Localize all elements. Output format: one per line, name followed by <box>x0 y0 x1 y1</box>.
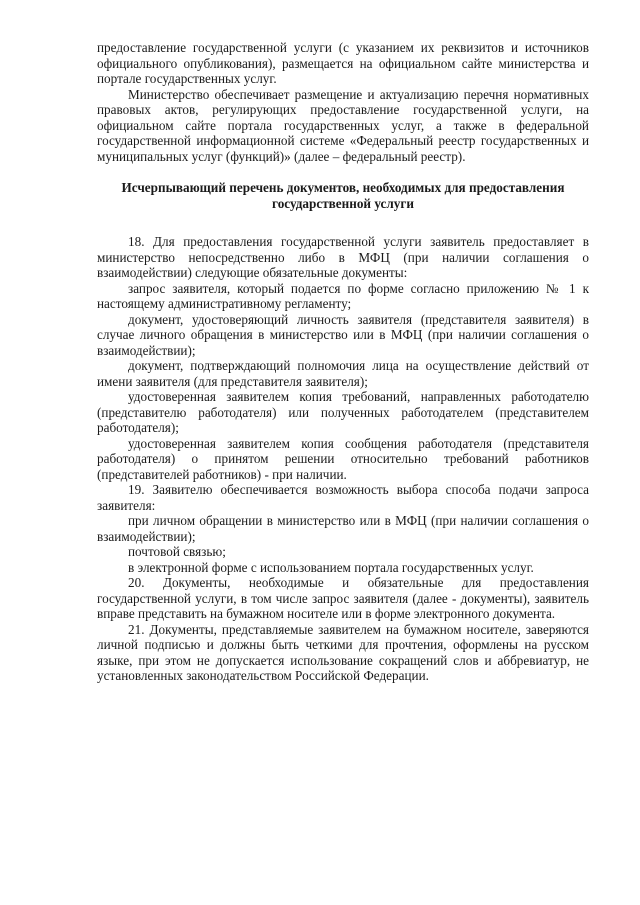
paragraph-ministry-duties: Министерство обеспечивает размещение и актуализацию перечня нормативных правовых актов, регулирующих предоставление государственной услуги, на официальном сайте портала государственных услуг, а также в федеральной государственной информационной системе «Федеральный реестр государственных и муниципальных услуг (функций)» (далее – федеральный реестр). <box>97 86 589 164</box>
paragraph-19-in-person: при личном обращении в министерство или в МФЦ (при наличии соглашения о взаимодействии); <box>97 513 589 544</box>
section-heading: Исчерпывающий перечень документов, необходимых для предоставления государственной услуги <box>121 180 565 211</box>
paragraph-19-electronic: в электронной форме с использованием портала государственных услуг. <box>128 559 534 575</box>
paragraph-18: 18. Для предоставления государственной услуги заявитель предоставляет в министерство непосредственно либо в МФЦ (при наличии соглашения о взаимодействии) следующие обязательные документы: <box>97 234 589 280</box>
paragraph-18-request: запрос заявителя, который подается по форме согласно приложению № 1 к настоящему административному регламенту; <box>97 280 589 311</box>
paragraph-20: 20. Документы, необходимые и обязательные для предоставления государственной услуги, в том числе запрос заявителя (далее - документы), заявитель вправе представить на бумажном носителе или в форме электронного документа. <box>97 575 589 621</box>
paragraph-18-identity-document: документ, удостоверяющий личность заявителя (представителя заявителя) в случае личного обращения в министерство или в МФЦ (при наличии соглашения о взаимодействии); <box>97 311 589 358</box>
document-page <box>97 40 589 684</box>
paragraph-continuation: предоставление государственной услуги (с указанием их реквизитов и источников официального опубликования), размещается на официальном сайте министерства и портале государственных услуг. <box>97 40 589 86</box>
paragraph-19: 19. Заявителю обеспечивается возможность выбора способа подачи запроса заявителя: <box>97 482 589 513</box>
paragraph-18-authority-document: документ, подтверждающий полномочия лица на осуществление действий от имени заявителя (для представителя заявителя); <box>97 358 589 389</box>
paragraph-18-employer-message-copy: удостоверенная заявителем копия сообщения работодателя (представителя работодателя) о принятом решении относительно требований работников (представителей работников) - при наличии. <box>97 435 589 482</box>
paragraph-19-by-mail: почтовой связью; <box>128 544 226 559</box>
paragraph-21: 21. Документы, представляемые заявителем на бумажном носителе, заверяются личной подписью и должны быть четкими для прочтения, оформлены на русском языке, при этом не допускается использование сокращений слов и аббревиатур, не установленных законодательством Российской Федерации. <box>97 621 589 683</box>
paragraph-18-requirements-copy: удостоверенная заявителем копия требований, направленных работодателю (представителю работодателя) или полученных работодателем (представителем работодателя); <box>97 389 589 435</box>
